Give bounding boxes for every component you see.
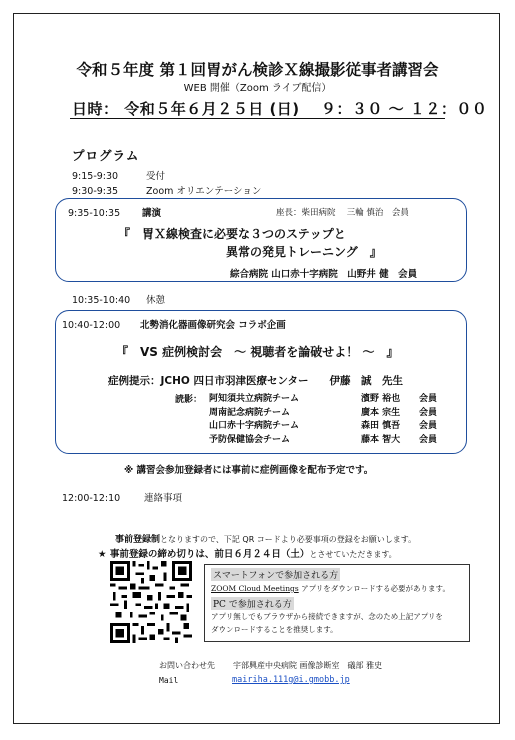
discussant-role: 会員: [419, 434, 438, 445]
table-row: [209, 391, 437, 405]
discussant-name: 藤本 智大: [361, 434, 401, 445]
program-item-orientation: [72, 183, 261, 197]
registration-qr-code[interactable]: [110, 561, 192, 643]
datetime-underline: [70, 118, 445, 119]
pc-instruction-line2: ダウンロードすることを推奨します。: [211, 625, 338, 634]
pc-instruction-line1: アプリ無しでもブラウザから接続できますが、念のため上記アプリを: [211, 612, 443, 621]
closing-label: 連絡事項: [144, 493, 183, 504]
break-label: 休憩: [146, 295, 166, 306]
lecture-time: 9:35-10:35: [68, 208, 121, 219]
contact-email-link[interactable]: mairiha.111g@i.gmobb.jp: [232, 675, 350, 685]
case-session-label: 北勢消化器画像研究会 コラボ企画: [140, 320, 286, 331]
program-item-label: Zoom オリエンテーション: [146, 186, 262, 197]
pc-heading: PC で参加される方: [211, 597, 294, 610]
break-time: 10:35-10:40: [72, 295, 131, 306]
registration-instruction: となりますので、下記 QR コードより必要事項の登録をお願いします。: [160, 535, 417, 544]
table-row: [209, 432, 437, 446]
lecture-title-line1: 『 胃Ｘ線検査に必要な３つのステップと: [118, 227, 346, 241]
program-item-time: 9:30-9:35: [72, 186, 119, 197]
case-session-time-row: [62, 317, 286, 331]
discussant-name: 廣本 宗生: [361, 407, 401, 418]
lecture-title-line2: 異常の発見トレーニング 』: [226, 245, 382, 259]
registration-deadline-suffix: とさせていただきます。: [309, 550, 397, 559]
table-row: [209, 405, 437, 419]
program-break: [72, 292, 165, 306]
contact-label: お問い合わせ先: [159, 661, 215, 670]
lecture-time-row: [68, 205, 161, 219]
program-closing: [62, 490, 182, 504]
table-row: [209, 418, 437, 432]
participation-notice-box: [204, 564, 470, 642]
discussants-label: 読影：: [175, 395, 203, 405]
smartphone-heading: スマートフォンで参加される方: [211, 568, 340, 581]
registration-line2: [98, 546, 397, 560]
zoom-app-link[interactable]: ZOOM Cloud Meetings: [211, 584, 299, 593]
discussant-team: 予防保健協会チーム: [209, 434, 291, 445]
discussant-role: 会員: [419, 421, 438, 432]
discussant-role: 会員: [419, 394, 438, 405]
contact-organization: 宇部興産中央病院 画像診断室 礒部 雅史: [233, 661, 383, 670]
mail-label: Mail: [159, 676, 179, 685]
case-session-title: 『 VS 症例検討会 ～ 視聴者を論破せよ！ ～ 』: [116, 345, 399, 359]
smartphone-instruction-text: アプリをダウンロードする必要があります。: [298, 584, 450, 593]
smartphone-instruction: [211, 583, 450, 594]
discussant-role: 会員: [419, 407, 438, 418]
case-presenter: 症例提示：JCHO 四日市羽津医療センター 伊藤 誠 先生: [108, 375, 404, 387]
program-item-reception: [72, 168, 165, 182]
case-image-note: ※ 講習会参加登録者には事前に症例画像を配布予定です。: [124, 465, 374, 476]
discussant-name: 森田 慎吾: [361, 421, 401, 432]
page-title: 令和５年度 第１回胃がん検診Ｘ線撮影従事者講習会: [76, 61, 439, 79]
case-session-time: 10:40-12:00: [62, 320, 121, 331]
program-item-label: 受付: [146, 171, 166, 182]
closing-time: 12:00-12:10: [62, 493, 121, 504]
program-item-time: 9:15-9:30: [72, 171, 119, 182]
discussant-team: 阿知須共立病院チーム: [209, 394, 300, 405]
registration-line1: [115, 532, 416, 545]
discussant-team: 周南記念病院チーム: [209, 407, 291, 418]
discussant-name: 濱野 裕也: [361, 394, 401, 405]
registration-required: 事前登録制: [115, 535, 161, 545]
discussants-table: [209, 391, 437, 445]
lecture-chair: 座長：柴田病院 三輪 慎治 会員: [276, 208, 409, 218]
page-subtitle: WEB 開催（Zoom ライブ配信）: [183, 83, 332, 94]
lecture-speaker: 綜合病院 山口赤十字病院 山野井 健 会員: [230, 269, 418, 280]
registration-deadline: ★ 事前登録の締め切りは、前日６月２４日（土）: [98, 549, 310, 560]
event-datetime: 日時： 令和５年６月２５日 (日) ９：３０ ～ １２：００: [72, 100, 488, 118]
lecture-kind: 講演: [142, 208, 162, 219]
discussant-team: 山口赤十字病院チーム: [209, 421, 300, 432]
program-heading: プログラム: [72, 148, 140, 163]
